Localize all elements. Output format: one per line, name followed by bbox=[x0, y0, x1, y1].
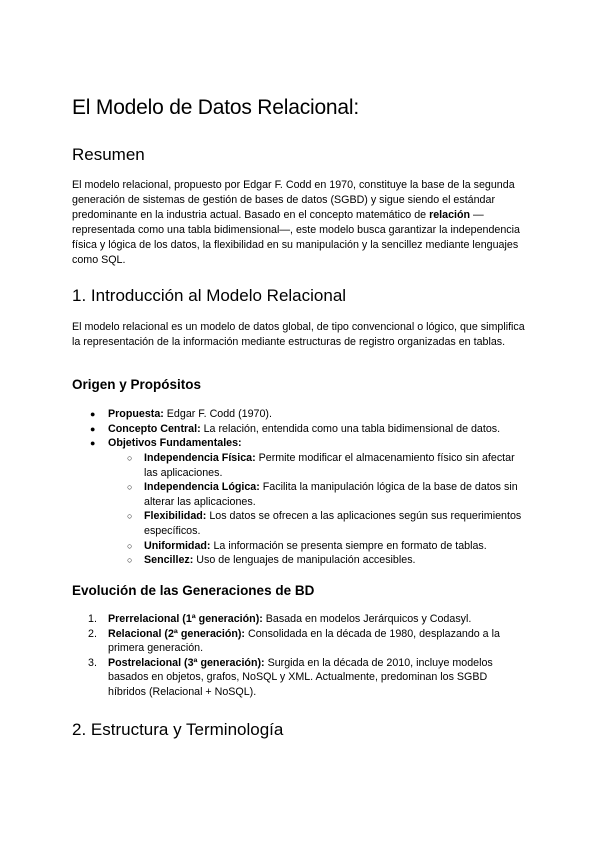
item-label: Uniformidad: bbox=[144, 539, 211, 552]
list-item bbox=[90, 407, 528, 422]
circle-bullet-icon: ○ bbox=[127, 453, 133, 463]
resumen-text-end: —representada como una tabla bidimensional—, este modelo busca garantizar la independencia física y lógica de los datos, la flexibilidad en su manipulación y la sencillez mediante lenguajes como SQL. bbox=[72, 209, 520, 266]
origen-heading: Origen y Propósitos bbox=[72, 377, 202, 392]
section2-heading: 2. Estructura y Terminología bbox=[72, 720, 284, 739]
item-label: Postrelacional (3ª generación): bbox=[108, 656, 265, 669]
item-label: Flexibilidad: bbox=[144, 510, 207, 523]
list-item bbox=[127, 509, 528, 538]
bullet-icon: ● bbox=[90, 438, 96, 449]
item-number: 3. bbox=[88, 656, 97, 669]
item-text: Permite modificar el almacenamiento físico sin afectar las aplicaciones. bbox=[144, 452, 515, 479]
item-label: Concepto Central: bbox=[108, 422, 201, 435]
circle-bullet-icon: ○ bbox=[127, 555, 133, 566]
list-item bbox=[90, 422, 528, 437]
item-text: Surgida en la década de 2010, incluye modelos basados en objetos, grafos, NoSQL y XML. Actualmente, predominan los SGBD híbridos (Relacional + NoSQL). bbox=[108, 656, 493, 698]
item-number: 2. bbox=[88, 627, 97, 640]
item-text: Basada en modelos Jerárquicos y Codasyl. bbox=[262, 613, 472, 625]
item-label: Independencia Física: bbox=[144, 452, 256, 464]
list-item bbox=[88, 612, 528, 627]
evolucion-heading: Evolución de las Generaciones de BD bbox=[72, 583, 315, 598]
item-text: Uso de lenguajes de manipulación accesibles. bbox=[193, 554, 416, 567]
resumen-bold-term: relación bbox=[429, 209, 471, 221]
resumen-heading: Resumen bbox=[72, 145, 145, 164]
list-item bbox=[127, 480, 528, 509]
section1-heading: 1. Introducción al Modelo Relacional bbox=[72, 286, 347, 305]
item-text: Edgar F. Codd (1970). bbox=[163, 408, 272, 420]
circle-bullet-icon: ○ bbox=[127, 482, 133, 493]
item-text: La relación, entendida como una tabla bidimensional de datos. bbox=[200, 422, 501, 435]
item-label: Objetivos Fundamentales: bbox=[108, 437, 242, 450]
item-text: Consolidada en la década de 1980, desplazando a la primera generación. bbox=[108, 627, 500, 655]
item-label: Prerrelacional (1ª generación): bbox=[108, 613, 263, 625]
item-label: Independencia Lógica: bbox=[144, 481, 260, 494]
list-item bbox=[127, 451, 528, 480]
document-title: El Modelo de Datos Relacional: bbox=[72, 96, 359, 119]
list-item bbox=[127, 539, 528, 554]
circle-bullet-icon: ○ bbox=[127, 511, 133, 522]
item-label: Relacional (2ª generación): bbox=[108, 627, 245, 640]
circle-bullet-icon: ○ bbox=[127, 540, 133, 551]
evolucion-list bbox=[88, 612, 528, 700]
item-text: Facilita la manipulación lógica de la base de datos sin alterar las aplicaciones. bbox=[144, 481, 518, 508]
bullet-icon: ● bbox=[90, 423, 96, 434]
list-item bbox=[88, 627, 528, 656]
item-text: Los datos se ofrecen a las aplicaciones según sus requerimientos específicos. bbox=[144, 510, 522, 537]
bullet-icon: ● bbox=[90, 409, 96, 419]
section1-intro: El modelo relacional es un modelo de datos global, de tipo convencional o lógico, que simplifica la representación de la información mediante estructuras de registro organizadas en tablas. bbox=[72, 321, 525, 348]
item-label: Propuesta: bbox=[108, 408, 164, 420]
list-item bbox=[90, 436, 528, 451]
origen-list bbox=[90, 407, 528, 451]
objetivos-sublist bbox=[127, 451, 528, 568]
resumen-text-start: El modelo relacional, propuesto por Edgar F. Codd en 1970, constituye la base de la segunda generación de sistemas de gestión de bases de datos (SGBD) y sigue siendo el estándar predominante en la industria actual. Basado en el concepto matemático de bbox=[72, 179, 515, 221]
resumen-paragraph bbox=[72, 178, 528, 268]
item-label: Sencillez: bbox=[144, 554, 194, 567]
list-item bbox=[88, 656, 528, 700]
item-number: 1. bbox=[88, 613, 97, 625]
list-item bbox=[127, 553, 528, 568]
item-text: La información se presenta siempre en formato de tablas. bbox=[210, 539, 487, 552]
